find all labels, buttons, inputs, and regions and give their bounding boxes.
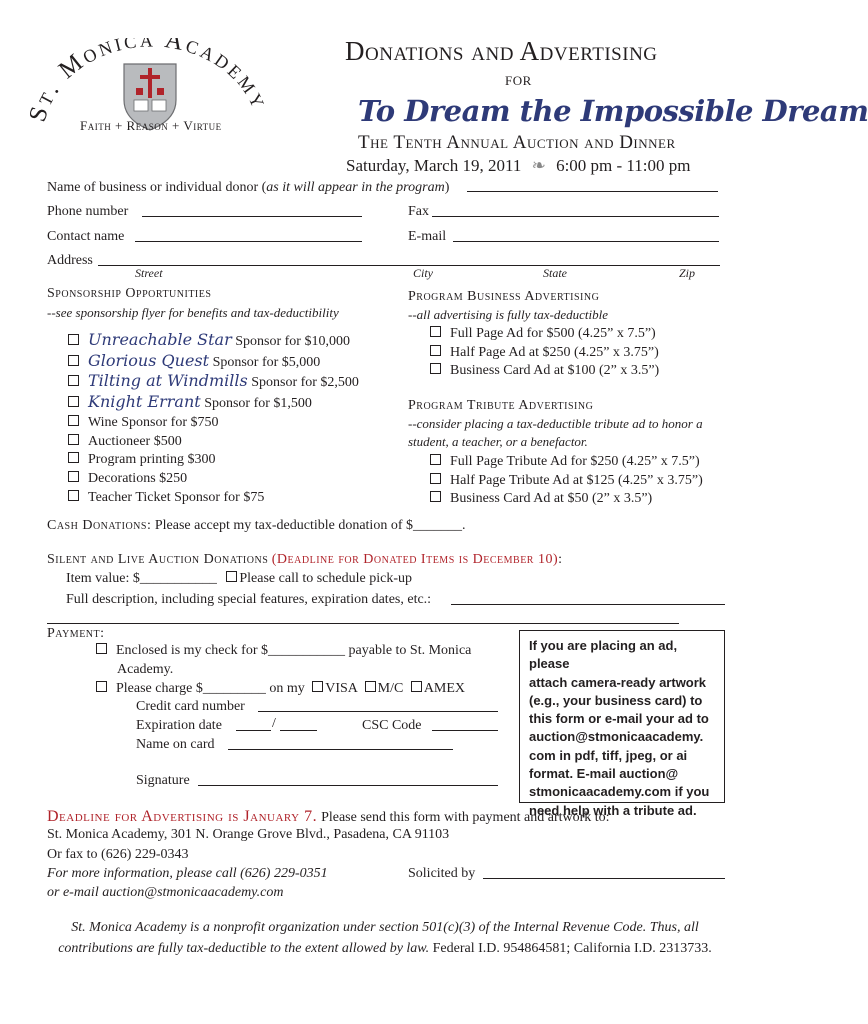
sponsor-label: Wine Sponsor for $750 xyxy=(88,414,219,430)
sponsor-option[interactable] xyxy=(68,372,359,393)
advertising-deadline: Deadline for Advertising is January 7. xyxy=(47,808,318,825)
auction-desc-row xyxy=(66,592,431,608)
nonprofit-deductible: contributions are fully tax-deductible to the extent allowed by law. xyxy=(58,941,430,956)
checkbox[interactable] xyxy=(430,345,441,356)
sponsor-label: Auctioneer $500 xyxy=(88,433,182,449)
contact-field[interactable] xyxy=(135,241,362,242)
sponsor-label: Sponsor for $5,000 xyxy=(209,354,321,370)
tribute-ads-note-2: student, a teacher, or a benefactor. xyxy=(408,434,588,449)
exp-label: Expiration date xyxy=(136,718,222,733)
event-date: Saturday, March 19, 2011 xyxy=(346,156,522,175)
auction-deadline: (Deadline for Donated Items is December 10) xyxy=(271,552,559,567)
checkbox[interactable] xyxy=(430,326,441,337)
business-ad-option[interactable] xyxy=(430,362,659,381)
checkbox[interactable] xyxy=(430,473,441,484)
name-on-card-label: Name on card xyxy=(136,737,215,752)
tribute-ad-label: Business Card Ad at $50 (2” x 3.5”) xyxy=(450,491,653,507)
address-field[interactable] xyxy=(98,265,720,266)
svg-text:St. Monica Academy: t. Monica Academ xyxy=(30,38,265,110)
sponsor-option[interactable] xyxy=(68,331,359,352)
cash-heading: Cash Donations: xyxy=(47,518,152,533)
sponsor-label: Sponsor for $1,500 xyxy=(200,396,312,412)
sponsor-label: Decorations $250 xyxy=(88,470,188,486)
checkbox[interactable] xyxy=(68,334,79,345)
sponsor-option[interactable] xyxy=(68,489,359,508)
sponsor-option[interactable] xyxy=(68,352,359,373)
business-ad-label: Business Card Ad at $100 (2” x 3.5”) xyxy=(450,363,660,379)
email-label: E-mail xyxy=(408,229,447,244)
ornament-icon: ❧ xyxy=(531,156,546,175)
cc-label: Credit card number xyxy=(136,699,245,714)
cash-text[interactable]: Please accept my tax-deductible donation of $_______. xyxy=(154,518,466,533)
sponsor-option[interactable] xyxy=(68,414,359,433)
tribute-ad-label: Half Page Tribute Ad at $125 (4.25” x 3.75”) xyxy=(450,472,703,488)
school-logo xyxy=(30,38,270,148)
csc-field[interactable] xyxy=(432,730,498,731)
adbox-line: If you are placing an ad, please xyxy=(529,638,678,672)
checkbox[interactable] xyxy=(68,452,79,463)
description-field-1[interactable] xyxy=(451,604,725,605)
checkbox[interactable] xyxy=(96,643,107,654)
adbox-line: need help with a tribute ad. xyxy=(529,802,697,818)
phone-info: For more information, please call (626) 229-0351 xyxy=(47,866,328,881)
tribute-ads-heading: Program Tribute Advertising xyxy=(408,398,594,413)
deadline-row xyxy=(47,808,610,826)
sponsorship-list xyxy=(68,331,359,507)
checkbox[interactable] xyxy=(430,454,441,465)
exp-year-field[interactable] xyxy=(280,730,317,731)
checkbox[interactable] xyxy=(68,396,79,407)
tribute-ads-note-1: --consider placing a tax-deductible tribute ad to honor a xyxy=(408,416,703,431)
name-on-card-field[interactable] xyxy=(228,749,453,750)
adbox-line: attach camera-ready artwork xyxy=(529,674,707,690)
sponsor-label: Teacher Ticket Sponsor for $75 xyxy=(88,489,265,505)
cash-donation-row xyxy=(47,518,465,534)
auction-heading: Silent and Live Auction Donations xyxy=(47,552,269,567)
fax-label: Fax xyxy=(408,204,429,219)
adbox-line: format. E-mail auction@ xyxy=(529,766,679,782)
checkbox[interactable] xyxy=(430,363,441,374)
business-ads-list xyxy=(430,325,659,381)
auction-heading-row xyxy=(47,552,562,568)
amex-label: AMEX xyxy=(423,681,466,696)
tribute-ads-list xyxy=(430,453,703,509)
visa-label: VISA xyxy=(325,681,358,696)
description-label: Full description, including special features, expiration dates, etc.: xyxy=(66,592,432,607)
business-ad-label: Full Page Ad for $500 (4.25” x 7.5”) xyxy=(450,326,656,341)
check-row[interactable] xyxy=(96,643,471,659)
exp-month-field[interactable] xyxy=(236,730,271,731)
sponsor-fancy-name: Glorious Quest xyxy=(88,350,210,370)
page-title: Donations and Advertising xyxy=(345,36,658,66)
tribute-ad-label: Full Page Tribute Ad for $250 (4.25” x 7.5”) xyxy=(450,454,700,469)
pickup-checkbox[interactable] xyxy=(226,571,237,582)
adbox-line: com in pdf, tiff, jpeg, or ai xyxy=(529,747,688,763)
tax-ids: Federal I.D. 954864581; California I.D. 2313733. xyxy=(432,941,712,956)
business-ad-option[interactable] xyxy=(430,344,659,363)
adbox-line: auction@stmonicaacademy. xyxy=(529,729,704,745)
auction-colon: : xyxy=(558,552,563,567)
mailing-address: St. Monica Academy, 301 N. Orange Grove Blvd., Pasadena, CA 91103 xyxy=(47,827,450,842)
sponsorship-note: --see sponsorship flyer for benefits and tax-deductibility xyxy=(47,305,339,320)
sponsor-label: Sponsor for $2,500 xyxy=(247,375,359,391)
event-subtitle: The Tenth Annual Auction and Dinner xyxy=(358,132,676,153)
adbox-line: this form or e-mail your ad to xyxy=(529,711,709,727)
signature-field[interactable] xyxy=(198,785,498,786)
sponsor-option[interactable] xyxy=(68,470,359,489)
checkbox[interactable] xyxy=(68,490,79,501)
charge-row[interactable] xyxy=(96,681,465,697)
signature-label: Signature xyxy=(136,773,190,788)
sponsor-fancy-name: Unreachable Star xyxy=(88,330,232,349)
phone-label: Phone number xyxy=(47,204,129,219)
contact-label: Contact name xyxy=(47,229,125,244)
tribute-ad-option[interactable] xyxy=(430,472,703,491)
solicited-field[interactable] xyxy=(483,878,725,879)
address-city-hint: City xyxy=(413,266,433,280)
fax-info: Or fax to (626) 229-0343 xyxy=(47,847,189,862)
nonprofit-line-1: St. Monica Academy is a nonprofit organization under section 501(c)(3) of the Internal Revenue Code. Thus, all xyxy=(71,920,699,935)
sponsor-label: Sponsor for $10,000 xyxy=(231,334,350,349)
sponsor-option[interactable] xyxy=(68,393,359,414)
sponsor-option[interactable] xyxy=(68,451,359,470)
mc-checkbox[interactable] xyxy=(365,681,376,692)
phone-field[interactable] xyxy=(142,216,362,217)
sponsorship-heading: Sponsorship Opportunities xyxy=(47,286,212,301)
csc-label: CSC Code xyxy=(362,718,422,733)
tribute-ad-option[interactable] xyxy=(430,453,703,472)
tribute-ad-option[interactable] xyxy=(430,490,703,509)
auction-value-row xyxy=(66,571,412,587)
business-ad-label: Half Page Ad at $250 (4.25” x 3.75”) xyxy=(450,344,659,360)
sponsor-label: Program printing $300 xyxy=(88,452,216,468)
sponsor-option[interactable] xyxy=(68,433,359,452)
nonprofit-line-2 xyxy=(0,941,770,957)
description-field-2[interactable] xyxy=(47,623,679,624)
checkbox[interactable] xyxy=(68,415,79,426)
send-instructions: Please send this form with payment and artwork to: xyxy=(321,810,610,825)
donor-name-label: Name of business or individual donor ( xyxy=(47,180,267,195)
check-label: Enclosed is my check for $___________ payable to St. Monica xyxy=(116,643,472,658)
amex-checkbox[interactable] xyxy=(411,681,422,692)
mc-label: M/C xyxy=(377,681,404,696)
fax-field[interactable] xyxy=(432,216,719,217)
email-info: or e-mail auction@stmonicaacademy.com xyxy=(47,885,284,900)
artwork-instructions-box xyxy=(519,630,725,818)
sponsor-fancy-name: Tilting at Windmills xyxy=(88,371,248,391)
adbox-line: stmonicaacademy.com if you xyxy=(529,784,710,800)
event-datetime xyxy=(346,156,691,176)
checkbox[interactable] xyxy=(430,491,441,502)
business-ads-note: --all advertising is fully tax-deductible xyxy=(408,307,609,322)
pickup-label: Please call to schedule pick-up xyxy=(239,571,412,586)
charge-label: Please charge $_________ on my xyxy=(116,681,305,696)
address-state-hint: State xyxy=(543,266,567,280)
event-name: To Dream the Impossible Dream xyxy=(358,94,868,128)
checkbox[interactable] xyxy=(96,681,107,692)
checkbox[interactable] xyxy=(68,375,79,386)
item-value-field[interactable]: Item value: $___________ xyxy=(66,571,217,586)
address-street-hint: Street xyxy=(135,266,163,280)
business-ad-option[interactable] xyxy=(430,325,659,344)
address-label: Address xyxy=(47,253,93,268)
title-for: for xyxy=(505,69,532,90)
checkbox[interactable] xyxy=(68,471,79,482)
donor-name-note: as it will appear in the program xyxy=(266,180,445,195)
event-time: 6:00 pm - 11:00 pm xyxy=(556,156,691,175)
address-zip-hint: Zip xyxy=(679,266,696,280)
adbox-line: (e.g., your business card) to xyxy=(529,692,703,708)
solicited-label: Solicited by xyxy=(408,866,476,881)
donor-name-row xyxy=(47,180,449,196)
checkbox[interactable] xyxy=(68,434,79,445)
checkbox[interactable] xyxy=(68,355,79,366)
payment-heading: Payment: xyxy=(47,626,105,641)
sponsor-fancy-name: Knight Errant xyxy=(88,392,201,412)
visa-checkbox[interactable] xyxy=(312,681,323,692)
check-row-2: Academy. xyxy=(117,662,174,677)
donor-name-close: ) xyxy=(444,180,450,195)
donor-name-field[interactable] xyxy=(467,191,718,192)
cc-field[interactable] xyxy=(258,711,498,712)
logo-motto: Faith + Reason + Virtue xyxy=(80,118,222,133)
business-ads-heading: Program Business Advertising xyxy=(408,289,600,304)
email-field[interactable] xyxy=(453,241,719,242)
exp-slash: / xyxy=(272,716,276,731)
